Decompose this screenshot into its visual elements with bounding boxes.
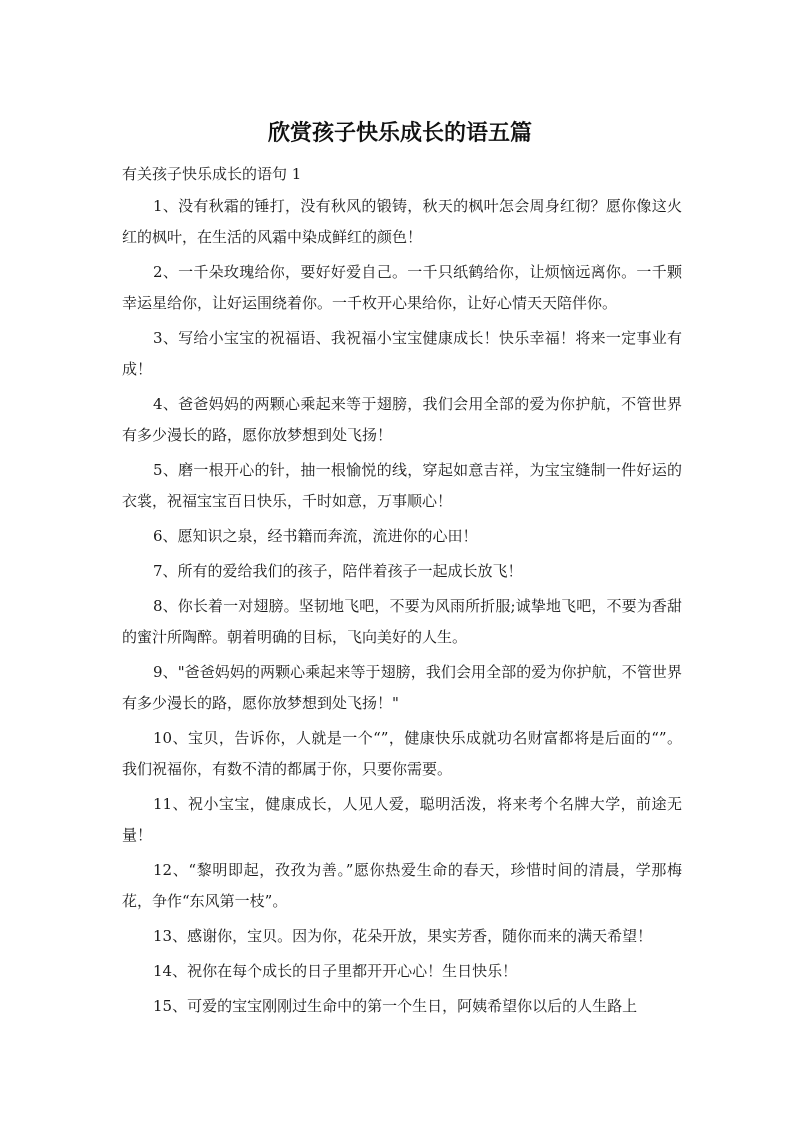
paragraph-2: 2、一千朵玫瑰给你，要好好爱自己。一千只纸鹤给你，让烦恼远离你。一千颗幸运星给你，让好运围绕着你。一千枚开心果给你，让好心情天天陪伴你。 [122,263,682,312]
paragraph-5: 5、磨一根开心的针，抽一根愉悦的线，穿起如意吉祥，为宝宝缝制一件好运的衣裳，祝福宝宝百日快乐，千时如意，万事顺心！ [122,461,682,510]
paragraph-1: 1、没有秋霜的锤打，没有秋风的锻铸，秋天的枫叶怎会周身红彻？愿你像这火红的枫叶，在生活的风霜中染成鲜红的颜色！ [122,197,682,246]
paragraph-6: 6、愿知识之泉，经书籍而奔流，流进你的心田！ [153,527,478,545]
section-heading: 有关孩子快乐成长的语句 1 [122,165,302,183]
paragraph-3: 3、写给小宝宝的祝福语、我祝福小宝宝健康成长！快乐幸福！将来一定事业有成！ [122,329,682,378]
paragraph-15: 15、可爱的宝宝刚刚过生命中的第一个生日，阿姨希望你以后的人生路上 [153,997,638,1015]
paragraph-11: 11、祝小宝宝，健康成长，人见人爱，聪明活泼，将来考个名牌大学，前途无量！ [122,795,682,844]
paragraph-9: 9、"爸爸妈妈的两颗心乘起来等于翅膀，我们会用全部的爱为你护航，不管世界有多少漫长的路，愿你放梦想到处飞扬！" [122,663,682,712]
document-body [122,191,682,1026]
document-title: 欣赏孩子快乐成长的语五篇 [267,121,532,146]
paragraph-10: 10、宝贝，告诉你，人就是一个“”，健康快乐成就功名财富都将是后面的“”。我们祝福你，有数不清的都属于你，只要你需要。 [122,729,682,778]
paragraph-8: 8、你长着一对翅膀。坚韧地飞吧，不要为风雨所折服;诚挚地飞吧，不要为香甜的蜜汁所陶醉。朝着明确的目标，飞向美好的人生。 [122,597,682,646]
paragraph-4: 4、爸爸妈妈的两颗心乘起来等于翅膀，我们会用全部的爱为你护航，不管世界有多少漫长的路，愿你放梦想到处飞扬！ [122,395,682,444]
paragraph-7: 7、所有的爱给我们的孩子，陪伴着孩子一起成长放飞！ [153,562,523,580]
paragraph-12: 12、“黎明即起，孜孜为善。”愿你热爱生命的春天，珍惜时间的清晨，学那梅花，争作“东风第一枝”。 [122,861,682,910]
paragraph-13: 13、感谢你，宝贝。因为你，花朵开放，果实芳香，随你而来的满天希望！ [153,927,653,945]
paragraph-14: 14、祝你在每个成长的日子里都开开心心！生日快乐！ [153,962,518,980]
